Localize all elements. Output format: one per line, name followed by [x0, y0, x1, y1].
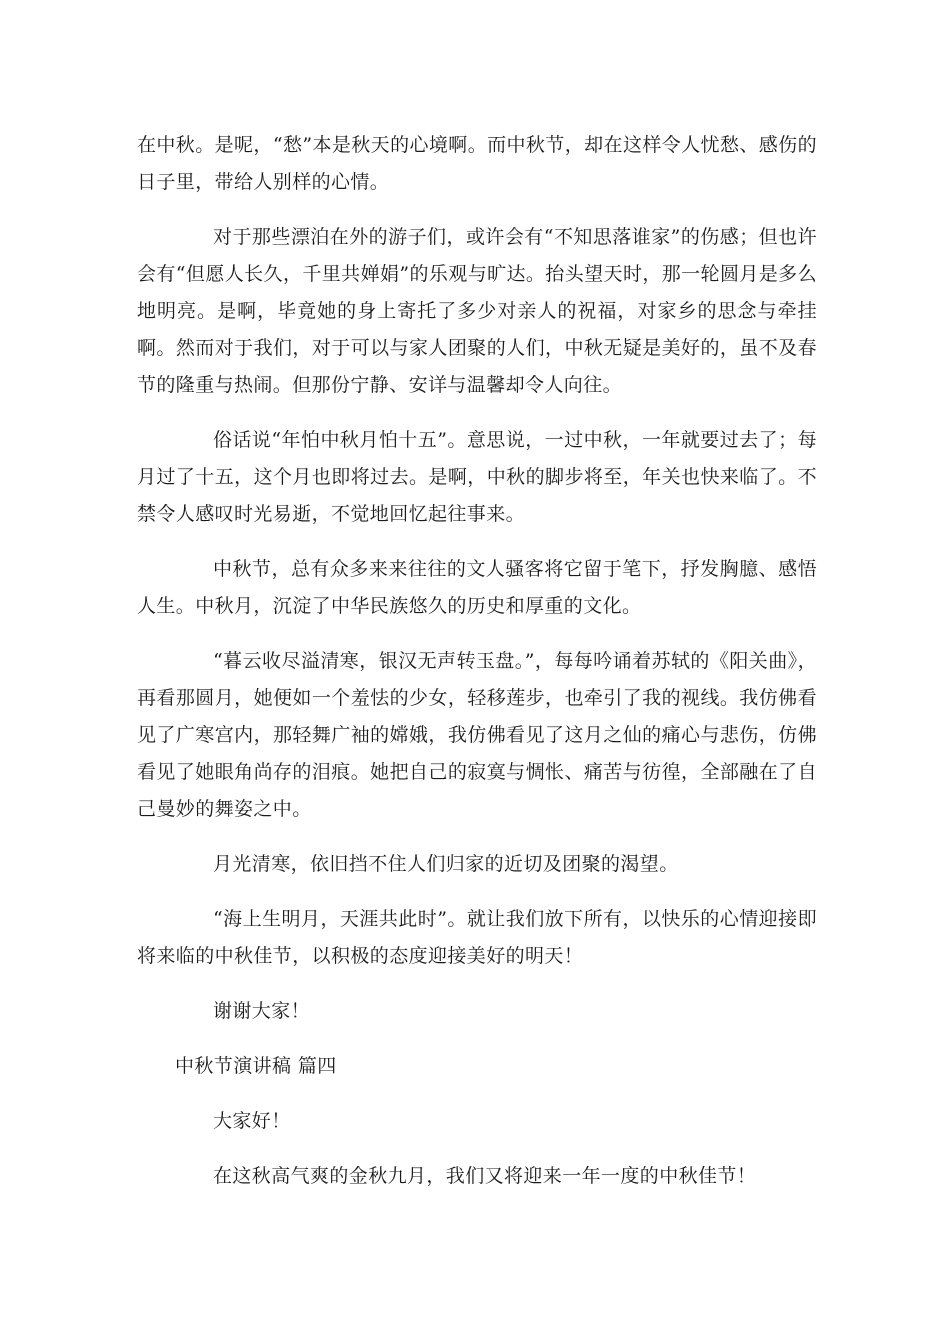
paragraph: 对于那些漂泊在外的游子们，或许会有“不知思落谁家”的伤感；但也许会有“但愿人长久，千里共婵娟”的乐观与旷达。抬头望天时，那一轮圆月是多么地明亮。是啊，毕竟她的身上寄托了多少对亲人的祝福，对家乡的思念与牵挂啊。然而对于我们，对于可以与家人团聚的人们，中秋无疑是美好的，虽不及春节的隆重与热闹。但那份宁静、安详与温馨却令人向往。 — [137, 226, 817, 396]
paragraph: 俗话说“年怕中秋月怕十五”。意思说，一过中秋，一年就要过去了；每月过了十五，这个月也即将过去。是啊，中秋的脚步将至，年关也快来临了。不禁令人感叹时光易逝，不觉地回忆起往事来。 — [137, 429, 817, 525]
document-body — [137, 127, 817, 1213]
paragraph: 在这秋高气爽的金秋九月，我们又将迎来一年一度的中秋佳节！ — [213, 1165, 757, 1187]
paragraph-continued: 在中秋。是呢，“愁”本是秋天的心境啊。而中秋节，却在这样令人忧愁、感伤的日子里，带给人别样的心情。 — [137, 134, 817, 193]
paragraph: 中秋节，总有众多来来往往的文人骚客将它留于笔下，抒发胸臆、感悟人生。中秋月，沉淀了中华民族悠久的历史和厚重的文化。 — [137, 558, 817, 617]
paragraph: 月光清寒，依旧挡不住人们归家的近切及团聚的渴望。 — [213, 853, 679, 875]
closing-thanks: 谢谢大家！ — [213, 1000, 311, 1022]
greeting: 大家好！ — [213, 1110, 291, 1132]
section-heading: 中秋节演讲稿 篇四 — [175, 1055, 337, 1077]
paragraph: “暮云收尽溢清寒，银汉无声转玉盘。”，每每吟诵着苏轼的《阳关曲》，再看那圆月，她便如一个羞怯的少女，轻移莲步，也牵引了我的视线。我仿佛看见了广寒宫内，那轻舞广袖的嫦娥，我仿佛看见了这月之仙的痛心与悲伤，仿佛看见了她眼角尚存的泪痕。她把自己的寂寞与惆怅、痛苦与彷徨，全部融在了自己曼妙的舞姿之中。 — [137, 650, 817, 820]
paragraph: “海上生明月，天涯共此时”。就让我们放下所有，以快乐的心情迎接即将来临的中秋佳节，以积极的态度迎接美好的明天！ — [137, 908, 817, 967]
